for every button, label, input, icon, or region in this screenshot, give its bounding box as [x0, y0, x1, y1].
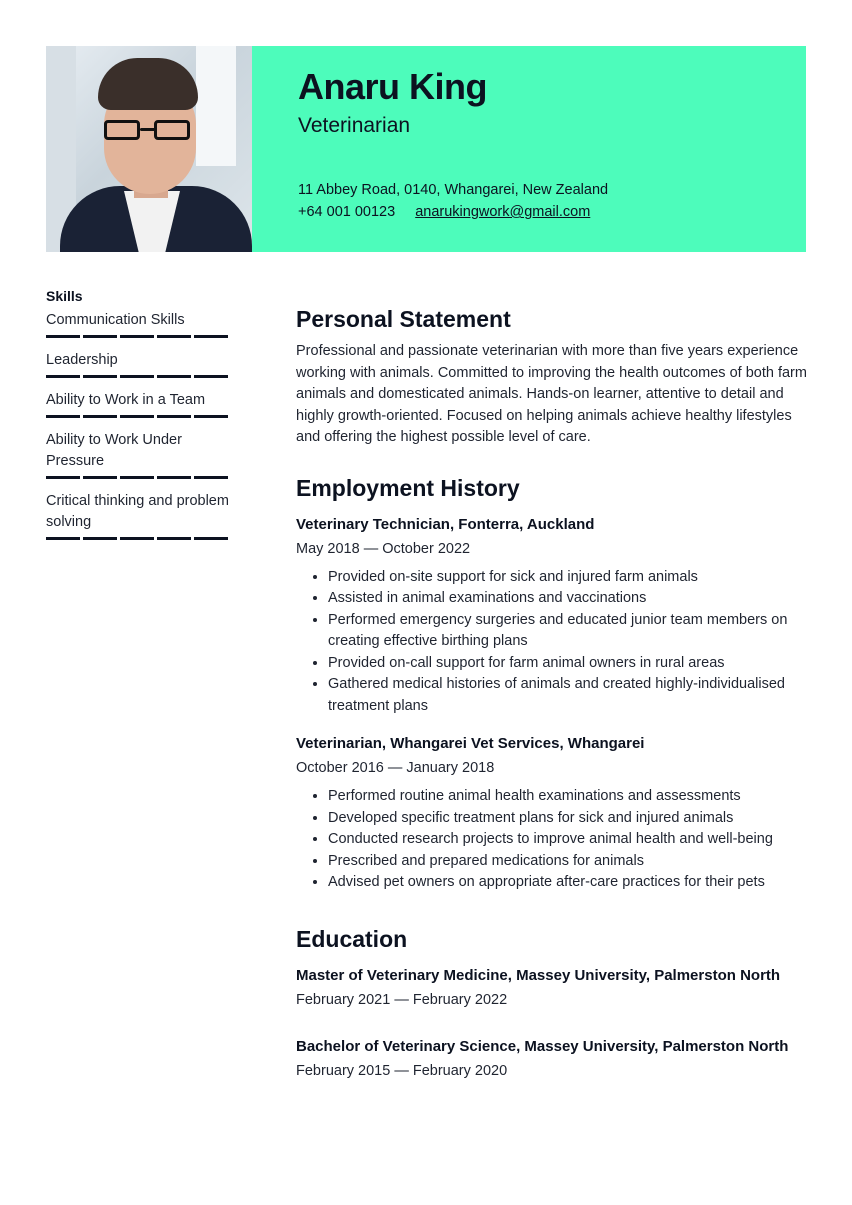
skills-sidebar [46, 288, 231, 552]
job-bullet: • Advised pet owners on appropriate after-care practices for their pets [328, 872, 810, 894]
skill-level-segment [120, 476, 154, 479]
job-bullet: • Provided on-site support for sick and injured farm animals [328, 567, 810, 589]
address: 11 Abbey Road, 0140, Whangarei, New Zealand [298, 182, 609, 198]
skills-heading: Skills [46, 288, 83, 304]
skill-level-segment [83, 476, 117, 479]
job-bullet: • Assisted in animal examinations and vaccinations [328, 588, 810, 610]
skill-level-segment [83, 537, 117, 540]
skill-name: Ability to Work Under Pressure [46, 432, 182, 469]
personal-statement-heading: Personal Statement [296, 306, 511, 332]
skill-level-segment [120, 335, 154, 338]
skill-level-segment [157, 415, 191, 418]
skill-level-segment [46, 375, 80, 378]
skill-item [46, 491, 231, 540]
employment-section [296, 475, 810, 894]
job-bullets [296, 567, 810, 718]
skill-level-segment [46, 335, 80, 338]
skill-level-segment [194, 476, 228, 479]
skill-level-segment [157, 476, 191, 479]
jobs-list [296, 516, 810, 894]
employment-heading: Employment History [296, 474, 520, 501]
main-content [296, 306, 810, 1079]
skill-level-segment [194, 537, 228, 540]
job-entry [296, 516, 810, 718]
education-section [296, 926, 810, 1079]
skill-level-bar [46, 375, 231, 378]
skill-name: Communication Skills [46, 312, 185, 328]
skill-level-bar [46, 335, 231, 338]
job-dates: May 2018 — October 2022 [296, 540, 471, 557]
degree-dates: February 2015 — February 2020 [296, 1062, 508, 1079]
skill-level-bar [46, 415, 231, 418]
job-bullet: • Provided on-call support for farm animal owners in rural areas [328, 653, 810, 675]
skill-level-segment [83, 415, 117, 418]
skill-level-segment [157, 335, 191, 338]
job-bullet: • Gathered medical histories of animals and created highly-individualised treatment plans [328, 674, 810, 717]
skill-level-segment [120, 537, 154, 540]
phone: +64 001 00123 [298, 204, 396, 220]
skill-level-segment [194, 335, 228, 338]
skill-item [46, 350, 231, 378]
profile-photo [46, 46, 252, 252]
resume-header [46, 46, 806, 252]
skill-item [46, 390, 231, 418]
skill-level-segment [157, 375, 191, 378]
skill-level-segment [120, 375, 154, 378]
job-bullet: • Prescribed and prepared medications for animals [328, 851, 810, 873]
education-entry [296, 1038, 810, 1079]
job-bullet: • Conducted research projects to improve animal health and well-being [328, 829, 810, 851]
skill-level-segment [194, 415, 228, 418]
job-title: Veterinary Technician, Fonterra, Auckland [296, 515, 595, 533]
header-info [252, 46, 806, 252]
skill-name: Leadership [46, 352, 118, 368]
personal-statement-text: Professional and passionate veterinarian with more than five years experience working with animals. Committed to improving the health outcomes of both farm animals and domesticated animals. Hands-on learner, attentive to detail and highly growth-oriented. Focused on helping animals achieve healthy lifestyles and offering the highest possible level of care. [296, 343, 807, 445]
job-bullet: • Performed emergency surgeries and educated junior team members on creating effective birthing plans [328, 610, 810, 653]
email-link[interactable]: anarukingwork@gmail.com [415, 204, 591, 220]
skills-list [46, 310, 231, 540]
skill-level-segment [120, 415, 154, 418]
education-list [296, 967, 810, 1079]
candidate-title: Veterinarian [298, 114, 411, 137]
job-bullet: • Performed routine animal health examinations and assessments [328, 786, 810, 808]
skill-level-bar [46, 476, 231, 479]
skill-level-segment [46, 476, 80, 479]
skill-item [46, 310, 231, 338]
job-bullets [296, 786, 810, 894]
candidate-name: Anaru King [298, 66, 487, 107]
education-heading: Education [296, 925, 408, 952]
skill-name: Ability to Work in a Team [46, 392, 206, 408]
skill-level-segment [83, 335, 117, 338]
job-title: Veterinarian, Whangarei Vet Services, Whangarei [296, 735, 645, 752]
job-entry [296, 735, 810, 894]
degree-title: Master of Veterinary Medicine, Massey University, Palmerston North [296, 966, 781, 984]
degree-title: Bachelor of Veterinary Science, Massey University, Palmerston North [296, 1037, 789, 1055]
job-dates: October 2016 — January 2018 [296, 760, 495, 776]
degree-dates: February 2021 — February 2022 [296, 991, 508, 1008]
skill-item [46, 430, 231, 479]
skill-level-segment [83, 375, 117, 378]
contact-line [298, 204, 590, 220]
skill-level-segment [46, 415, 80, 418]
personal-statement-section [296, 306, 810, 449]
skill-level-bar [46, 537, 231, 540]
skill-name: Critical thinking and problem solving [46, 493, 229, 530]
skill-level-segment [194, 375, 228, 378]
skill-level-segment [46, 537, 80, 540]
skill-level-segment [157, 537, 191, 540]
education-entry [296, 967, 810, 1008]
job-bullet: • Developed specific treatment plans for sick and injured animals [328, 808, 810, 830]
